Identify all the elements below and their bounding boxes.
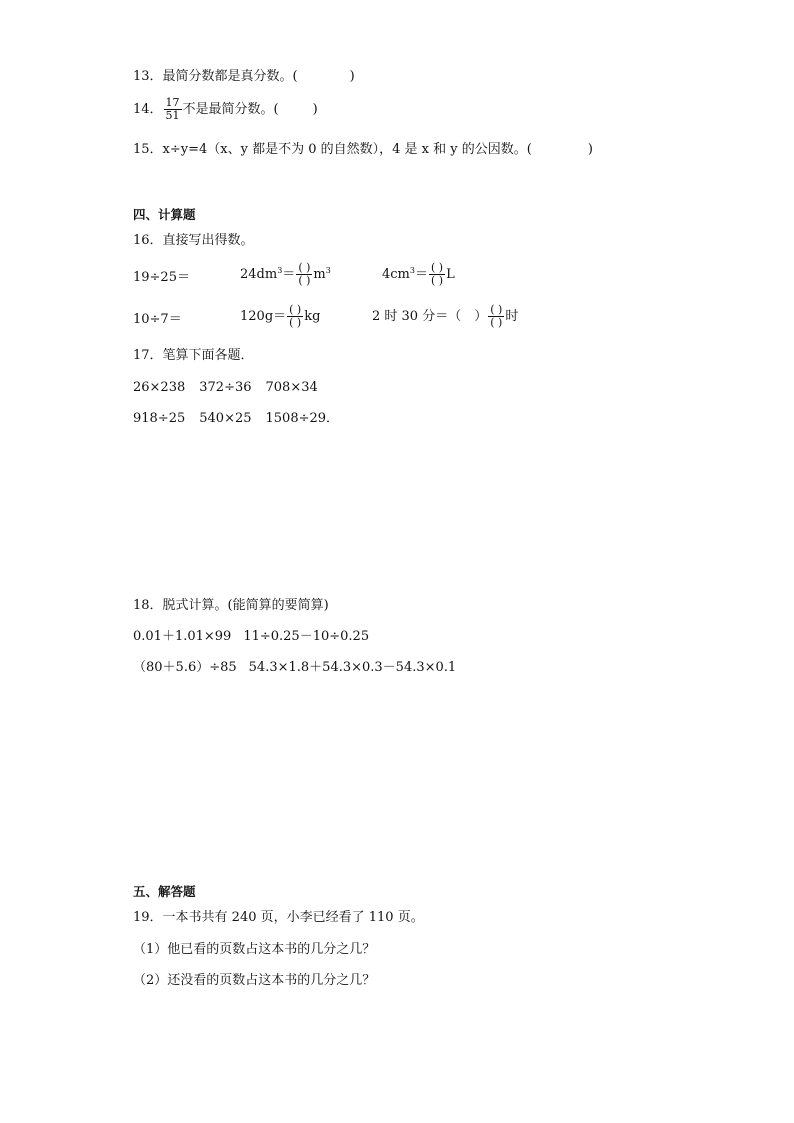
expression: 1508÷29． (265, 411, 340, 426)
q18-row-2 (133, 660, 456, 676)
expression: 24dm (240, 267, 278, 282)
question-14 (133, 97, 318, 123)
question-text: 不是最简分数。( (182, 102, 279, 117)
expression: 54.3×1.8＋54.3×0.3－54.3×0.1 (248, 660, 457, 675)
q16-item-5 (240, 304, 320, 330)
unit: m (313, 267, 326, 282)
fraction-denominator: ( ) (289, 316, 302, 329)
expression: 11÷0.25－10÷0.25 (243, 629, 370, 644)
fraction-numerator: ( ) (289, 303, 302, 316)
expression: 2 时 30 分＝（ ） (372, 309, 488, 324)
fraction-blank[interactable] (488, 304, 504, 329)
q18-row-1 (133, 629, 369, 645)
bracket-close: ) (349, 69, 355, 84)
expression: 372÷36 (199, 380, 252, 395)
question-number: 13． (133, 69, 163, 84)
fraction-denominator: ( ) (490, 316, 503, 329)
expression: 4cm (382, 267, 410, 282)
fraction-denominator: ( ) (298, 274, 311, 287)
superscript: 3 (409, 266, 415, 275)
q19-sub-1: （1）他已看的页数占这本书的几分之几？ (133, 942, 376, 957)
q16-item-6 (372, 304, 518, 330)
equals-sign: ＝ (282, 267, 296, 282)
q16-item-1 (133, 270, 190, 286)
expression: 19÷25＝ (133, 270, 190, 285)
q16-item-4 (133, 312, 182, 328)
question-text: 笔算下面各题． (162, 348, 254, 363)
question-text: 最简分数都是真分数。( (162, 69, 298, 84)
question-text: 脱式计算。(能简算的要简算) (162, 598, 329, 613)
fraction-denominator: 51 (165, 109, 180, 122)
question-13 (133, 69, 355, 85)
question-number: 15． (133, 142, 163, 157)
expression: （80＋5.6）÷85 (133, 660, 237, 675)
q16-item-3 (382, 262, 455, 288)
fraction-blank[interactable] (429, 262, 445, 287)
expression: 0.01＋1.01×99 (133, 629, 232, 644)
expression: 918÷25 (133, 411, 186, 426)
fraction-numerator: ( ) (431, 261, 444, 274)
superscript: 3 (325, 266, 331, 275)
unit: L (446, 267, 455, 282)
q17-row-1 (133, 380, 318, 396)
fraction-numerator: ( ) (490, 303, 503, 316)
equals-sign: ＝ (414, 267, 428, 282)
expression: 540×25 (199, 411, 252, 426)
unit: 时 (505, 309, 519, 324)
expression: 26×238 (133, 380, 186, 395)
question-number: 16． (133, 233, 163, 248)
expression: 10÷7＝ (133, 312, 182, 327)
question-text: 直接写出得数。 (162, 233, 254, 248)
question-17 (133, 348, 254, 364)
question-18 (133, 598, 329, 614)
question-number: 18． (133, 598, 163, 613)
question-16 (133, 233, 254, 249)
superscript: 3 (277, 266, 283, 275)
fraction-blank[interactable] (287, 304, 303, 329)
question-number: 14． (133, 102, 163, 117)
fraction-numerator: 17 (165, 96, 180, 109)
q16-item-2 (240, 262, 331, 288)
bracket-close: ) (587, 142, 593, 157)
expression: 708×34 (265, 380, 318, 395)
unit: kg (304, 309, 321, 324)
question-text: x÷y=4（x、y 都是不为 0 的自然数），4 是 x 和 y 的公因数。( (162, 142, 532, 157)
question-19 (133, 910, 424, 926)
question-15 (133, 142, 593, 158)
fraction (164, 97, 182, 122)
question-number: 17． (133, 348, 163, 363)
fraction-blank[interactable] (296, 262, 312, 287)
section-title-calculation: 四、计算题 (133, 207, 196, 222)
fraction-numerator: ( ) (298, 261, 311, 274)
question-number: 19． (133, 910, 163, 925)
bracket-close: ) (312, 102, 318, 117)
section-title-word-problems: 五、解答题 (133, 884, 196, 899)
q17-row-2 (133, 411, 339, 427)
question-text: 一本书共有 240 页，小李已经看了 110 页。 (162, 910, 424, 925)
q19-sub-2: （2）还没看的页数占这本书的几分之几？ (133, 973, 376, 988)
fraction-denominator: ( ) (431, 274, 444, 287)
expression: 120g＝ (240, 309, 287, 324)
